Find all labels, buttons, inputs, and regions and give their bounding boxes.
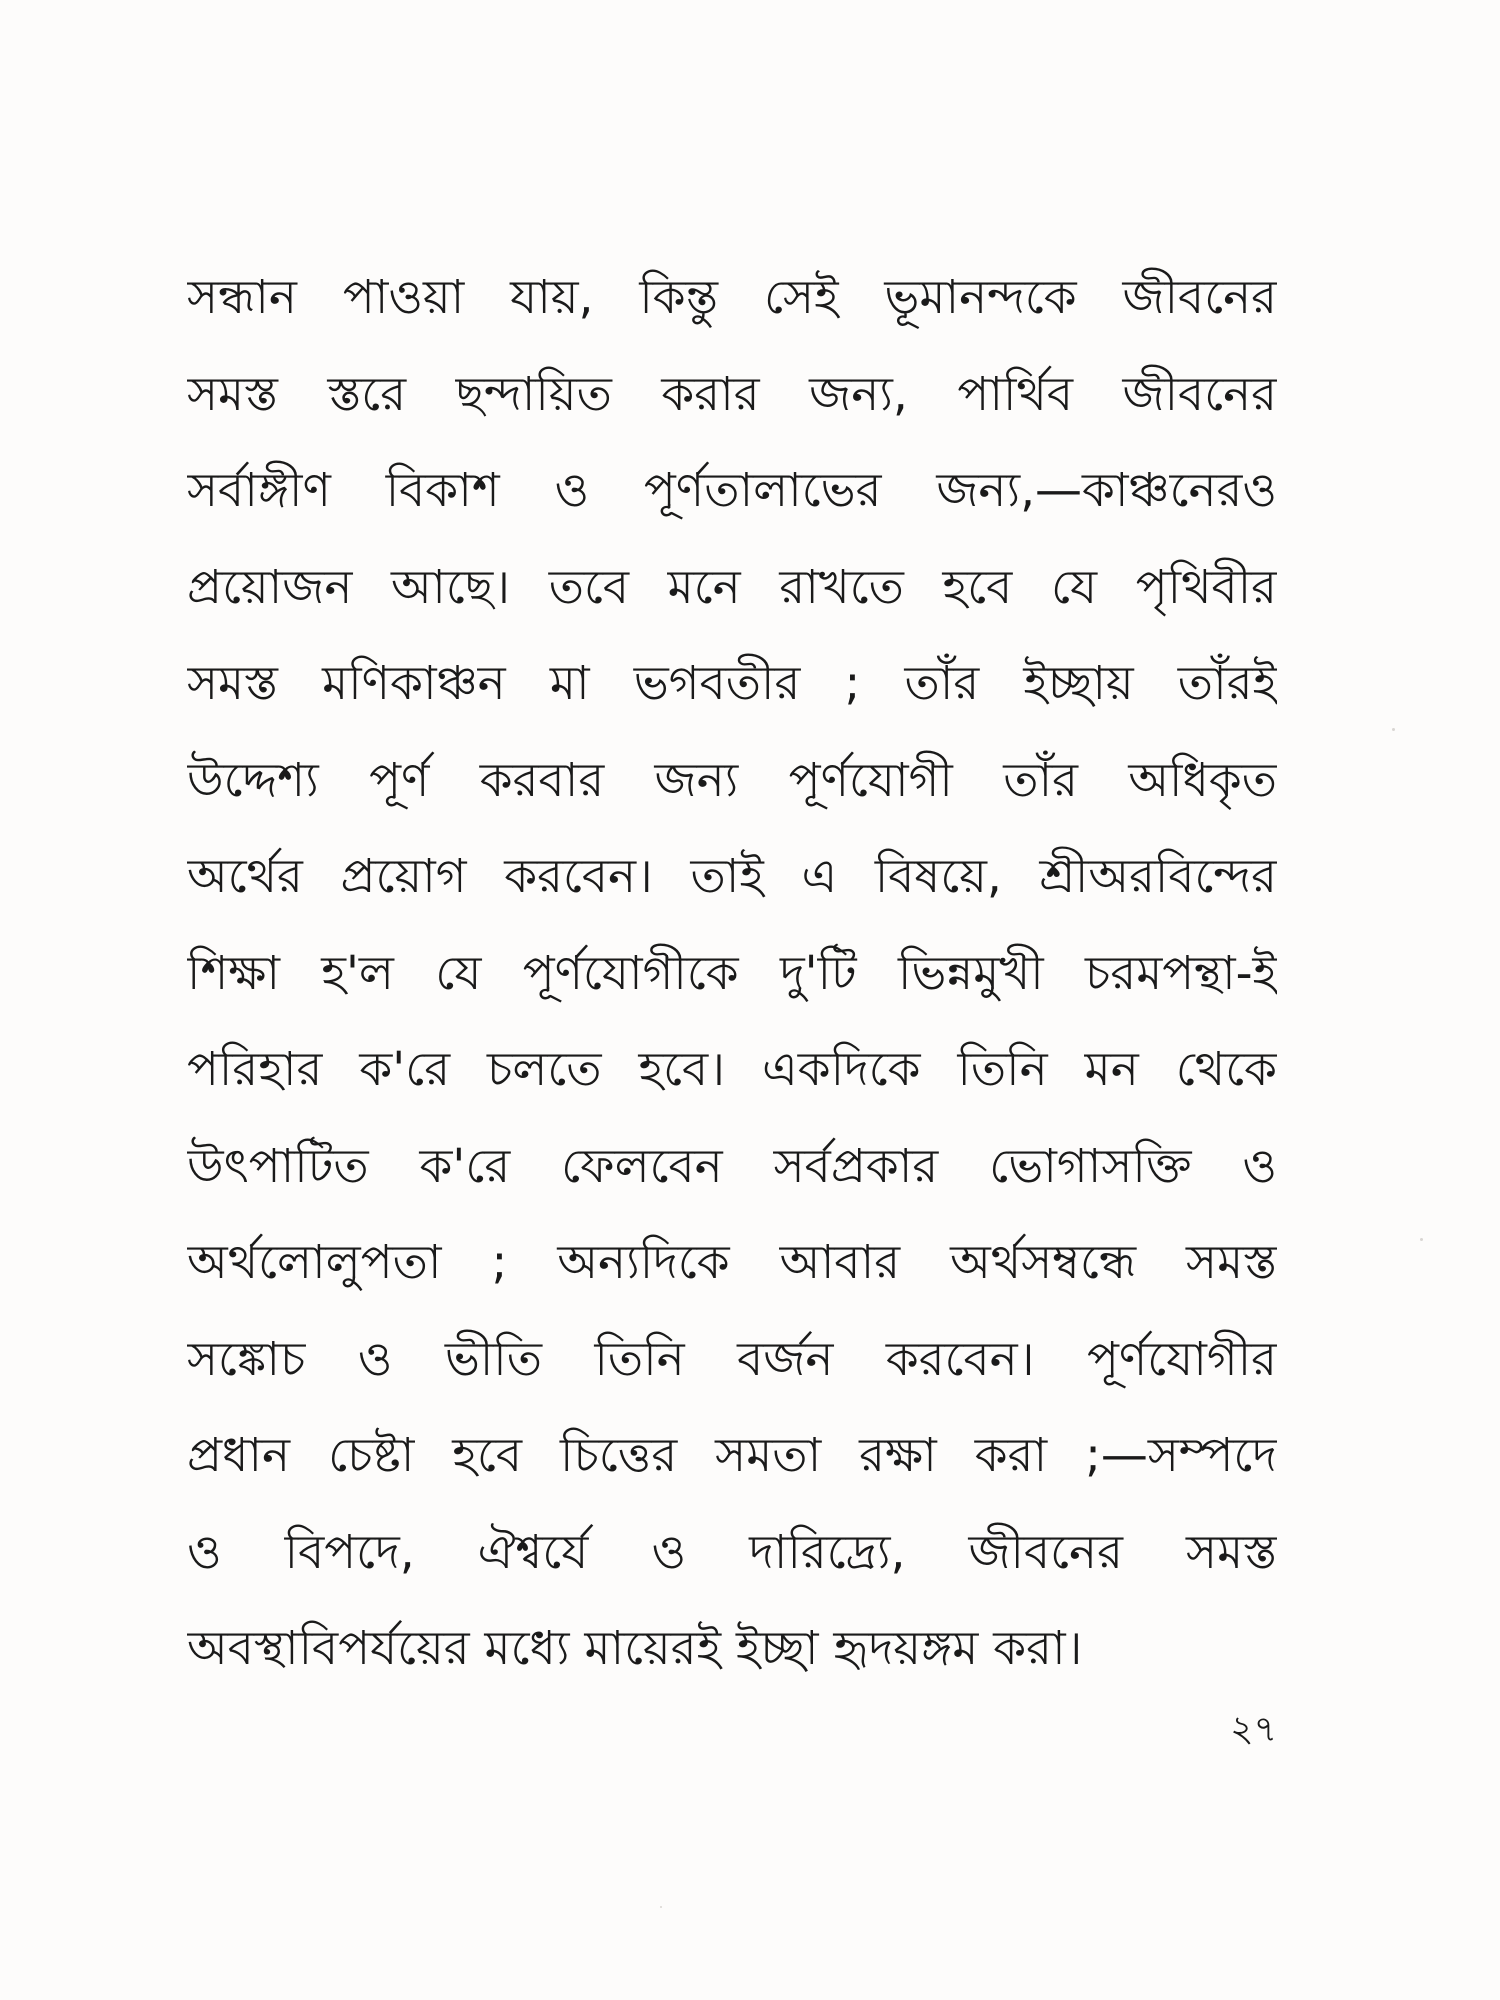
text-line: উৎপাটিত ক'রে ফেলবেন সর্বপ্রকার ভোগাসক্তি ও [187,1138,1277,1194]
text-line: ও বিপদে, ঐশ্বর্যে ও দারিদ্র্যে, জীবনের সমস্ত [187,1524,1277,1580]
text-line: প্রধান চেষ্টা হবে চিত্তের সমতা রক্ষা করা ;—সম্পদে [187,1428,1277,1483]
text-line: সঙ্কোচ ও ভীতি তিনি বর্জন করবেন। পূর্ণযোগীর [187,1331,1277,1387]
text-line: প্রয়োজন আছে। তবে মনে রাখতে হবে যে পৃথিবীর [187,559,1277,615]
text-line: শিক্ষা হ'ল যে পূর্ণযোগীকে দু'টি ভিন্নমুখী চরমপন্থা-ই [187,945,1277,1001]
text-line: অর্থলোলুপতা ; অন্যদিকে আবার অর্থসম্বন্ধে সমস্ত [187,1235,1277,1290]
text-line: পরিহার ক'রে চলতে হবে। একদিকে তিনি মন থেকে [187,1042,1277,1097]
paper-speck [660,1906,662,1908]
page-number: ২৭ [1230,1709,1277,1750]
text-line: সমস্ত মণিকাঞ্চন মা ভগবতীর ; তাঁর ইচ্ছায় তাঁরই [187,656,1277,711]
text-line: অবস্থাবিপর্যয়ের মধ্যে মায়েরই ইচ্ছা হৃদয়ঙ্গম করা। [187,1621,1083,1676]
body-paragraph [187,250,1277,1698]
text-line: সমস্ত স্তরে ছন্দায়িত করার জন্য, পার্থিব জীবনের [187,366,1277,422]
paper-speck [1392,728,1395,731]
text-line: অর্থের প্রয়োগ করবেন। তাই এ বিষয়ে, শ্রীঅরবিন্দের [187,849,1277,904]
text-line: সন্ধান পাওয়া যায়, কিন্তু সেই ভূমানন্দকে জীবনের [187,270,1277,325]
paper-speck [1420,1238,1423,1241]
text-line: সর্বাঙ্গীণ বিকাশ ও পূর্ণতালাভের জন্য,—কাঞ্চনেরও [187,463,1277,518]
text-line: উদ্দেশ্য পূর্ণ করবার জন্য পূর্ণযোগী তাঁর অধিকৃত [187,752,1277,808]
